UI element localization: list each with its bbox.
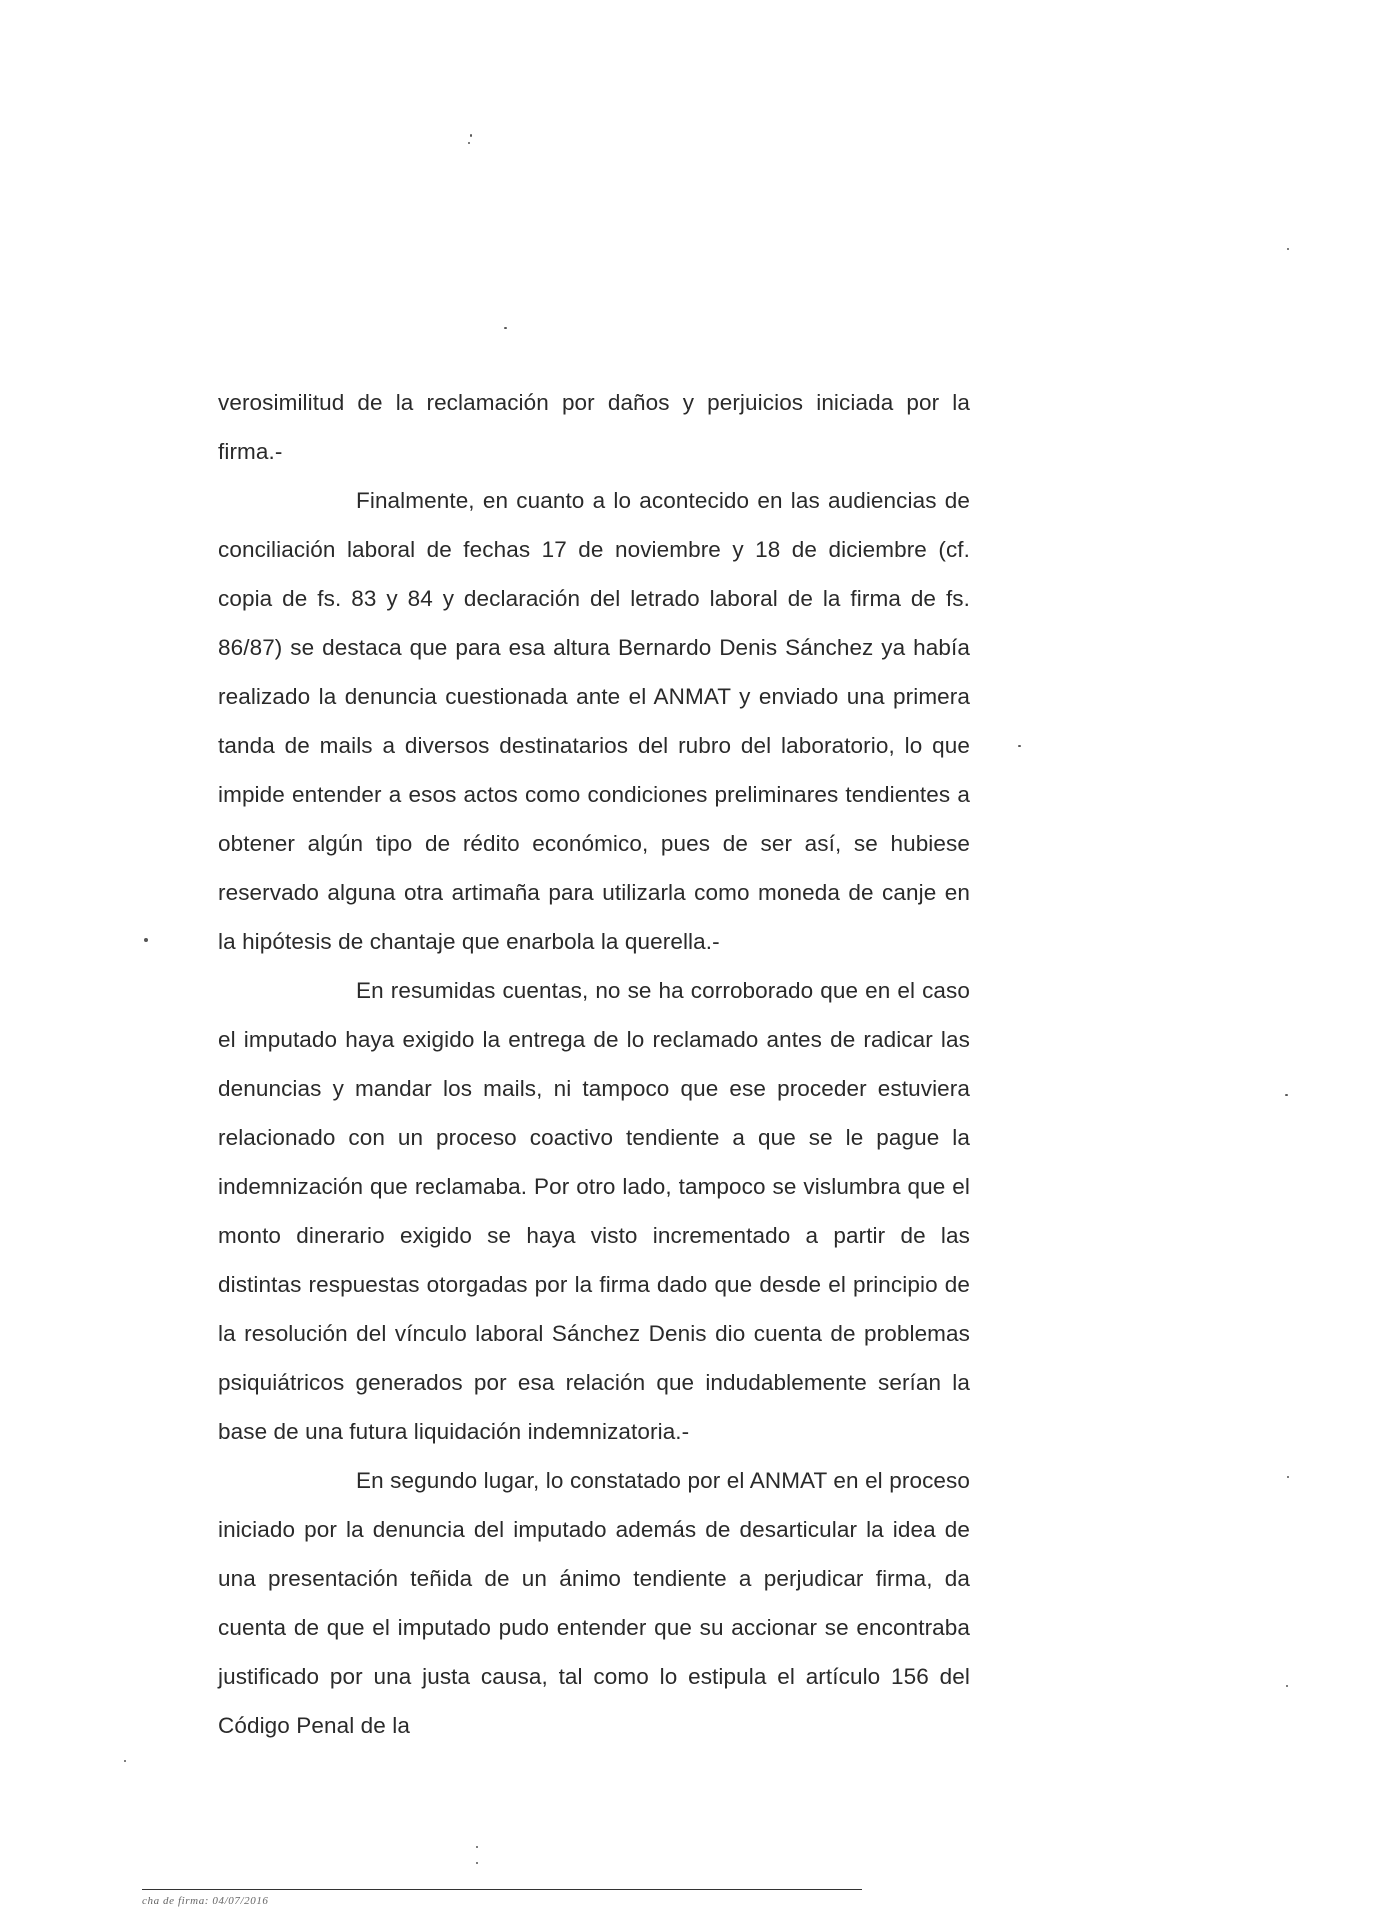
footer-signature-date: cha de firma: 04/07/2016 (142, 1895, 269, 1907)
scan-speck (144, 938, 148, 942)
paragraph-4: En segundo lugar, lo constatado por el ANMAT en el proceso iniciado por la denuncia del imputado además de desarticular la idea de una presentación teñida de un ánimo tendiente a perjudicar firma, da cuenta de que el imputado pudo entender que su accionar se encontraba justificado por una justa causa, tal como lo estipula el artículo 156 del Código Penal de la (218, 1468, 970, 1738)
scan-speck (1285, 1094, 1288, 1096)
scan-speck (468, 142, 470, 144)
scan-speck (1287, 1476, 1289, 1478)
scan-speck (1287, 248, 1289, 250)
body-text (218, 378, 970, 1750)
paragraph-1: verosimilitud de la reclamación por daños y perjuicios iniciada por la firma.- (218, 390, 970, 464)
scan-speck (476, 1846, 478, 1848)
scan-speck (470, 134, 472, 137)
footer-rule (142, 1889, 862, 1890)
scan-speck (476, 1862, 478, 1864)
paragraph-3: En resumidas cuentas, no se ha corroborado que en el caso el imputado haya exigido la entrega de lo reclamado antes de radicar las denuncias y mandar los mails, ni tampoco que ese proceder estuviera relacionado con un proceso coactivo tendiente a que se le pague la indemnización que reclamaba. Por otro lado, tampoco se vislumbra que el monto dinerario exigido se haya visto incrementado a partir de las distintas respuestas otorgadas por la firma dado que desde el principio de la resolución del vínculo laboral Sánchez Denis dio cuenta de problemas psiquiátricos generados por esa relación que indudablemente serían la base de una futura liquidación indemnizatoria.- (218, 978, 970, 1444)
paragraph-2: Finalmente, en cuanto a lo acontecido en las audiencias de conciliación laboral de fechas 17 de noviembre y 18 de diciembre (cf. copia de fs. 83 y 84 y declaración del letrado laboral de la firma de fs. 86/87) se destaca que para esa altura Bernardo Denis Sánchez ya había realizado la denuncia cuestionada ante el ANMAT y enviado una primera tanda de mails a diversos destinatarios del rubro del laboratorio, lo que impide entender a esos actos como condiciones preliminares tendientes a obtener algún tipo de rédito económico, pues de ser así, se hubiese reservado alguna otra artimaña para utilizarla como moneda de canje en la hipótesis de chantaje que enarbola la querella.- (218, 488, 970, 954)
scan-speck (124, 1760, 126, 1762)
scan-speck (1018, 745, 1021, 747)
scan-speck (1286, 1685, 1288, 1687)
scan-speck (504, 327, 507, 329)
